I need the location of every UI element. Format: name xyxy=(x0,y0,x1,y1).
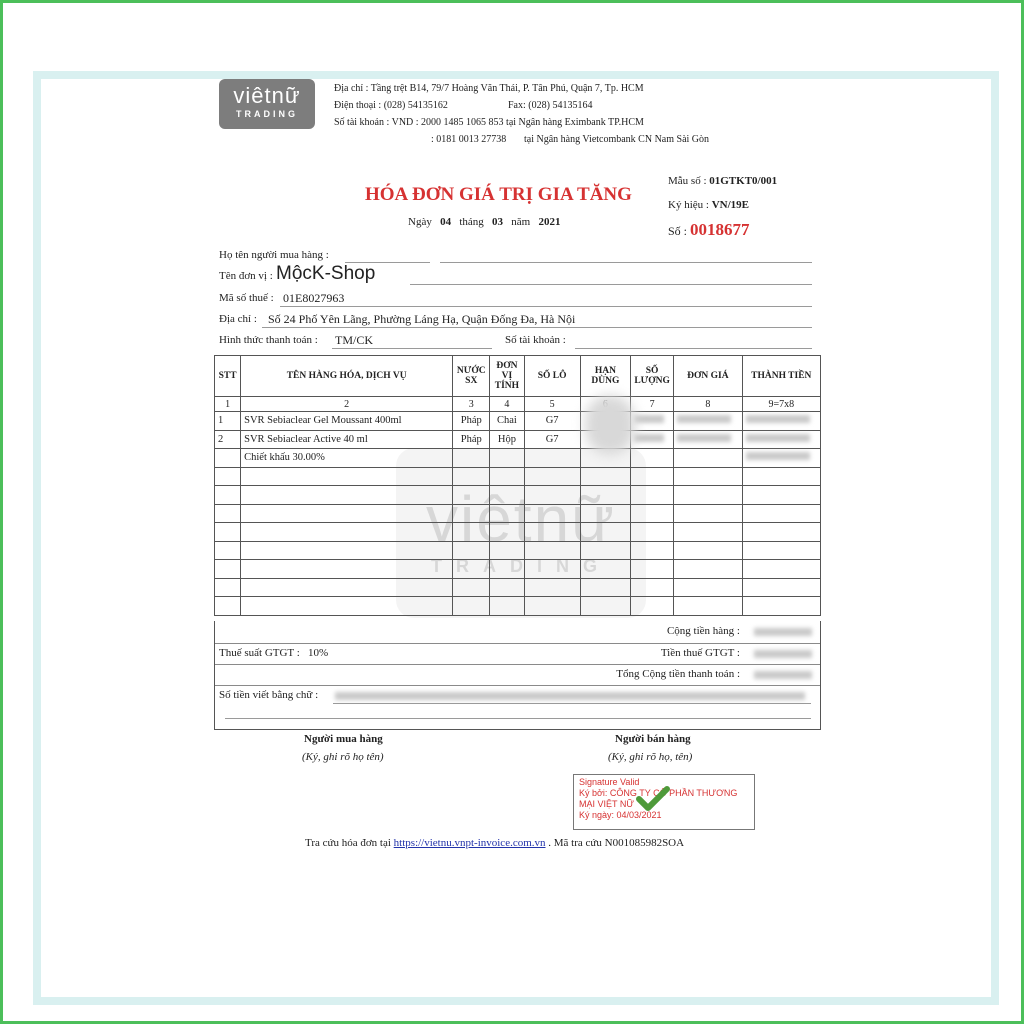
index-cell: 4 xyxy=(490,397,524,412)
payment-label: Hình thức thanh toán : xyxy=(219,334,318,346)
redacted-value xyxy=(754,671,812,679)
header-cell: ĐƠN GIÁ xyxy=(674,356,742,397)
underline xyxy=(280,306,812,307)
index-cell: 3 xyxy=(453,397,490,412)
underline xyxy=(262,327,812,328)
logo-text: viêtnữ xyxy=(233,83,301,108)
vat-row xyxy=(215,643,820,665)
lookup-link[interactable]: https://vietnu.vnpt-invoice.com.vn xyxy=(393,837,546,849)
invoice-title: HÓA ĐƠN GIÁ TRỊ GIA TĂNG xyxy=(365,184,632,205)
redacted-value xyxy=(335,692,805,700)
product-name-cell: SVR Sebiaclear Gel Moussant 400ml xyxy=(241,412,453,431)
stt-cell: 2 xyxy=(215,430,241,449)
header-cell: ĐƠN VỊ TÍNH xyxy=(490,356,524,397)
company-account-2: : 0181 0013 27738 xyxy=(431,134,507,145)
in-words-label: Số tiền viết bằng chữ : xyxy=(219,689,319,701)
empty-row xyxy=(215,467,821,486)
unit-cell: Hộp xyxy=(490,430,524,449)
lot-cell: G7 xyxy=(524,430,580,449)
underline xyxy=(225,718,811,719)
header-cell: THÀNH TIỀN xyxy=(742,356,820,397)
form-number: Mẫu số : 01GTKT0/001 xyxy=(668,175,778,187)
lookup-footer: Tra cứu hóa đơn tại https://vietnu.vnpt-invoice.com.vn . Mã tra cứu N001085982SOA xyxy=(305,837,685,849)
sig-date: Ký ngày: 04/03/2021 xyxy=(579,810,662,820)
country-cell: Pháp xyxy=(453,430,490,449)
country-cell: Pháp xyxy=(453,412,490,431)
underline xyxy=(333,703,811,704)
empty-row xyxy=(215,560,821,579)
logo-sub: TRADING xyxy=(236,109,298,119)
sig-by-2: MẠI VIỆT NỮ xyxy=(579,799,635,809)
index-cell: 8 xyxy=(674,397,742,412)
underline xyxy=(575,348,812,349)
redacted-value xyxy=(754,650,812,658)
index-cell: 5 xyxy=(524,397,580,412)
index-cell: 2 xyxy=(241,397,453,412)
grand-total-label: Tổng Cộng tiền thanh toán : xyxy=(616,668,740,680)
redacted-cell xyxy=(742,449,820,468)
index-row xyxy=(215,397,821,412)
redacted-cell xyxy=(674,430,742,449)
empty-row xyxy=(215,504,821,523)
stt-cell: 1 xyxy=(215,412,241,431)
header-cell: SỐ LÔ xyxy=(524,356,580,397)
underline xyxy=(410,284,812,285)
symbol: Ký hiệu : VN/19E xyxy=(668,199,749,211)
redacted-cell xyxy=(631,430,674,449)
watermark-text: viêtnữ xyxy=(425,483,617,555)
tax-label: Mã số thuế : xyxy=(219,292,274,304)
company-phone: Điện thoại : (028) 54135162 xyxy=(334,100,448,111)
empty-row xyxy=(215,541,821,560)
lot-cell: G7 xyxy=(524,412,580,431)
redaction-blur xyxy=(585,395,635,455)
redacted-cell xyxy=(742,412,820,431)
address-label: Địa chỉ : xyxy=(219,313,257,325)
unit-value: MộcK-Shop xyxy=(276,263,376,284)
product-name-cell: SVR Sebiaclear Active 40 ml xyxy=(241,430,453,449)
company-account-bank: tại Ngân hàng Vietcombank CN Nam Sài Gòn xyxy=(524,134,710,145)
index-cell: 1 xyxy=(215,397,241,412)
index-cell: 9=7x8 xyxy=(742,397,820,412)
items-table xyxy=(214,355,821,616)
subtotal-row xyxy=(215,621,820,644)
address-value: Số 24 Phố Yên Lãng, Phường Láng Hạ, Quận Đống Đa, Hà Nội xyxy=(268,312,576,326)
redacted-cell xyxy=(674,412,742,431)
subtotal-label: Cộng tiền hàng : xyxy=(666,625,740,637)
sig-by: Ký bởi: CÔNG TY CỔ PHẦN THƯƠNG xyxy=(579,788,738,798)
company-fax: Fax: (028) 54135164 xyxy=(508,100,593,111)
table-row xyxy=(215,430,821,449)
table-row xyxy=(215,412,821,431)
unit-label: Tên đơn vị : xyxy=(219,270,273,282)
table-row xyxy=(215,449,821,468)
tax-value: 01E8027963 xyxy=(283,291,345,305)
vat-rate-label: Thuế suất GTGT : 10% xyxy=(219,647,329,659)
digital-signature-box xyxy=(573,774,755,830)
company-account-1: Số tài khoản : VND : 2000 1485 1065 853 tại Ngân hàng Eximbank TP.HCM xyxy=(334,117,644,128)
totals-block xyxy=(214,621,821,730)
underline xyxy=(440,262,812,263)
empty-row xyxy=(215,578,821,597)
table-header-row xyxy=(215,356,821,397)
seller-sign-title: Người bán hàng xyxy=(615,733,691,745)
header-cell: TÊN HÀNG HÓA, DỊCH VỤ xyxy=(241,356,453,397)
header-cell: STT xyxy=(215,356,241,397)
index-cell: 7 xyxy=(631,397,674,412)
underline xyxy=(332,348,492,349)
empty-row xyxy=(215,486,821,505)
invoice-number: Số : 0018677 xyxy=(668,220,750,239)
redacted-cell xyxy=(742,430,820,449)
account-label: Số tài khoản : xyxy=(505,334,566,346)
payment-value: TM/CK xyxy=(335,333,374,347)
discount-cell: Chiết khấu 30.00% xyxy=(241,449,453,468)
sig-valid: Signature Valid xyxy=(579,777,640,787)
redacted-cell xyxy=(631,412,674,431)
buyer-name-label: Họ tên người mua hàng : xyxy=(219,249,329,261)
redacted-value xyxy=(754,628,812,636)
watermark-sub: TRADING xyxy=(431,556,611,576)
empty-row xyxy=(215,523,821,542)
invoice-date: Ngày 04 tháng 03 năm 2021 xyxy=(408,216,561,228)
unit-cell: Chai xyxy=(490,412,524,431)
empty-row xyxy=(215,597,821,616)
checkmark-icon xyxy=(636,785,670,813)
company-address: Địa chỉ : Tầng trệt B14, 79/7 Hoàng Văn Thái, P. Tân Phú, Quận 7, Tp. HCM xyxy=(334,83,644,94)
buyer-sign-note: (Ký, ghi rõ họ tên) xyxy=(302,751,384,763)
company-logo xyxy=(219,79,315,129)
seller-sign-note: (Ký, ghi rõ họ, tên) xyxy=(608,751,693,763)
grand-total-row xyxy=(215,664,820,686)
header-cell: NƯỚC SX xyxy=(453,356,490,397)
buyer-sign-title: Người mua hàng xyxy=(304,733,383,745)
vat-amount-label: Tiền thuế GTGT : xyxy=(660,647,740,659)
header-cell: SỐ LƯỢNG xyxy=(631,356,674,397)
header-cell: HẠN DÙNG xyxy=(580,356,630,397)
